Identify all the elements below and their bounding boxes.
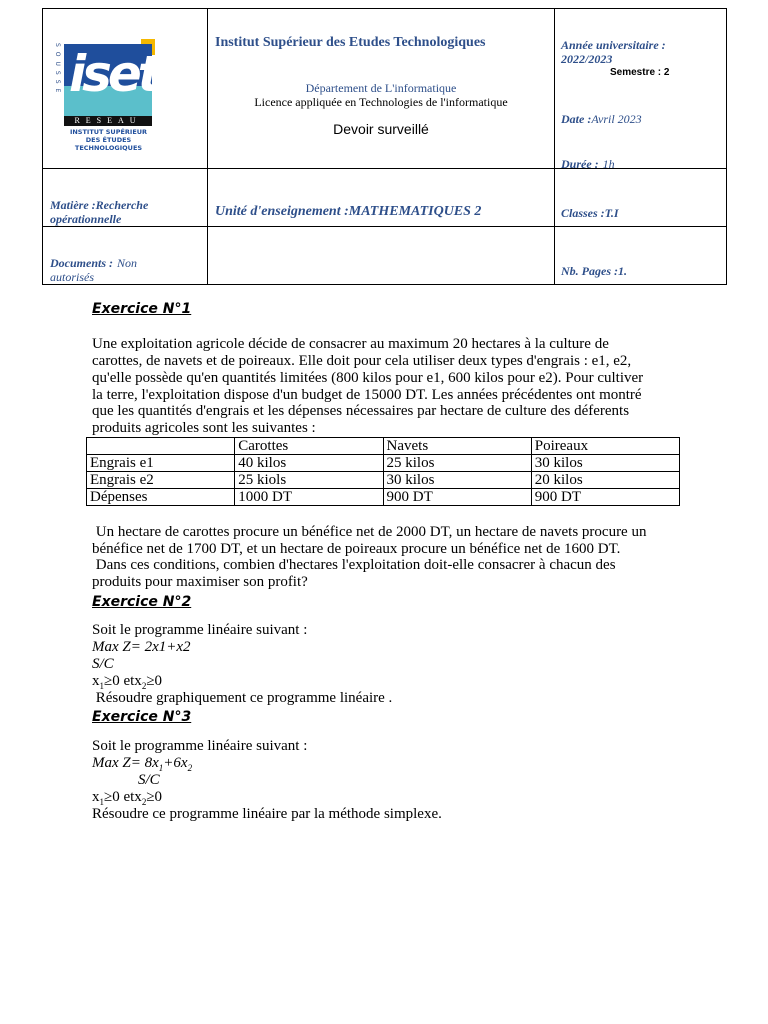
ex2-nonnegativity — [92, 673, 162, 691]
classes: Classes :T.I — [561, 206, 619, 220]
cell: 900 DT — [531, 489, 679, 506]
text: +6x — [163, 755, 188, 771]
iset-logo: SOUSSE iset RESEAU INSTITUT SUPÉRIEUR DES ÉTUDES TECHNOLOGIQUES — [51, 39, 156, 144]
ex3-constraints-label: S/C — [138, 772, 160, 788]
table-row — [87, 438, 680, 455]
text: 2 — [187, 763, 193, 773]
duration-label: Durée : — [561, 157, 599, 171]
cell: 30 kilos — [531, 455, 679, 472]
cell: 25 kiols — [235, 472, 383, 489]
cell: Engrais e2 — [87, 472, 235, 489]
documents-cont: autorisés — [50, 270, 95, 284]
text-line: la terre, l'exploitation dispose d'un budget de 15000 DT. Les années précédentes ont montré — [92, 387, 642, 403]
ex3-intro: Soit le programme linéaire suivant : — [92, 738, 308, 754]
cell: 1000 DT — [235, 489, 383, 506]
table-row — [87, 455, 680, 472]
ex2-objective: Max Z= 2x1+x2 — [92, 639, 191, 655]
ex2-intro: Soit le programme linéaire suivant : — [92, 622, 308, 638]
text-line: Un hectare de carottes procure un bénéfice net de 2000 DT, un hectare de navets procure un — [92, 524, 647, 540]
ex2-constraints-label: S/C — [92, 656, 114, 672]
text: 2 — [141, 681, 147, 691]
text: Max Z= 8x — [92, 755, 159, 771]
documents-label: Documents : — [50, 256, 113, 270]
text: 2 — [141, 797, 147, 807]
text-line: produits pour maximiser son profit? — [92, 574, 308, 590]
text: ≥0 — [146, 673, 163, 689]
ex3-task: Résoudre ce programme linéaire par la méthode simplexe. — [92, 806, 442, 822]
text: 1 — [158, 763, 164, 773]
cell: 40 kilos — [235, 455, 383, 472]
ex2-task: Résoudre graphiquement ce programme linéaire . — [92, 690, 393, 706]
licence: Licence appliquée en Technologies de l'informatique — [254, 95, 508, 109]
cell: 20 kilos — [531, 472, 679, 489]
text-line: produits agricoles sont les suivantes : — [92, 420, 316, 436]
cell: 25 kilos — [383, 455, 531, 472]
text: 1 — [99, 797, 104, 807]
table-row — [87, 472, 680, 489]
date-label: Date : — [561, 112, 592, 126]
cell: Engrais e1 — [87, 455, 235, 472]
text-line: que les quantités d'engrais et les dépenses nécessaires par hectare de culture des déferents — [92, 403, 630, 419]
year-label: Année universitaire : — [561, 38, 666, 52]
text: ≥0 — [146, 789, 163, 805]
semester: Semestre : 2 — [610, 67, 670, 78]
text: x — [92, 673, 100, 689]
exam-type: Devoir surveillé — [333, 121, 429, 137]
text-line: Dans ces conditions, combien d'hectares l'exploitation doit-elle consacrer à chacun des — [92, 557, 616, 573]
text-line: bénéfice net de 1700 DT, et un hectare de poireaux procure un bénéfice net de 1600 DT. — [92, 541, 621, 557]
institute-name: Institut Supérieur des Etudes Technologiques — [215, 35, 486, 50]
text-line: Une exploitation agricole décide de consacrer au maximum 20 hectares à la culture de — [92, 336, 609, 352]
cell — [87, 438, 235, 455]
subject-label: Matière : — [50, 198, 96, 212]
cell: Navets — [383, 438, 531, 455]
pages: Nb. Pages :1. — [561, 264, 627, 278]
text: x — [92, 789, 100, 805]
text: ≥0 etx — [104, 673, 142, 689]
subject-cont: opérationnelle — [50, 212, 122, 226]
subject: Recherche — [95, 198, 149, 212]
cell: Poireaux — [531, 438, 679, 455]
cell: 30 kilos — [383, 472, 531, 489]
exercise-2-title: Exercice N°2 — [92, 594, 192, 610]
unit: Unité d'enseignement :MATHEMATIQUES 2 — [215, 204, 482, 219]
department: Département de L'informatique — [305, 81, 457, 95]
header-table — [42, 8, 727, 285]
table-row — [87, 489, 680, 506]
exercise-1-title: Exercice N°1 — [92, 301, 192, 317]
year: 2022/2023 — [561, 52, 613, 66]
cell: 900 DT — [383, 489, 531, 506]
ex3-nonnegativity — [92, 789, 162, 807]
cell: Dépenses — [87, 489, 235, 506]
text-line: qu'elle possède qu'en quantités limitées (800 kilos pour e1, 600 kilos pour e2). Pour cultiver — [92, 370, 644, 386]
text: ≥0 etx — [104, 789, 142, 805]
documents: Non — [117, 256, 138, 270]
text: 1 — [99, 681, 104, 691]
cell: Carottes — [235, 438, 383, 455]
data-table — [86, 437, 680, 506]
exercise-3-title: Exercice N°3 — [92, 709, 192, 725]
date: Avril 2023 — [591, 112, 642, 126]
ex3-objective — [92, 755, 192, 773]
duration: 1h — [602, 157, 615, 171]
text-line: carottes, de navets et de poireaux. Elle doit pour cela utiliser deux types d'engrais : e1, e2, — [92, 353, 632, 369]
